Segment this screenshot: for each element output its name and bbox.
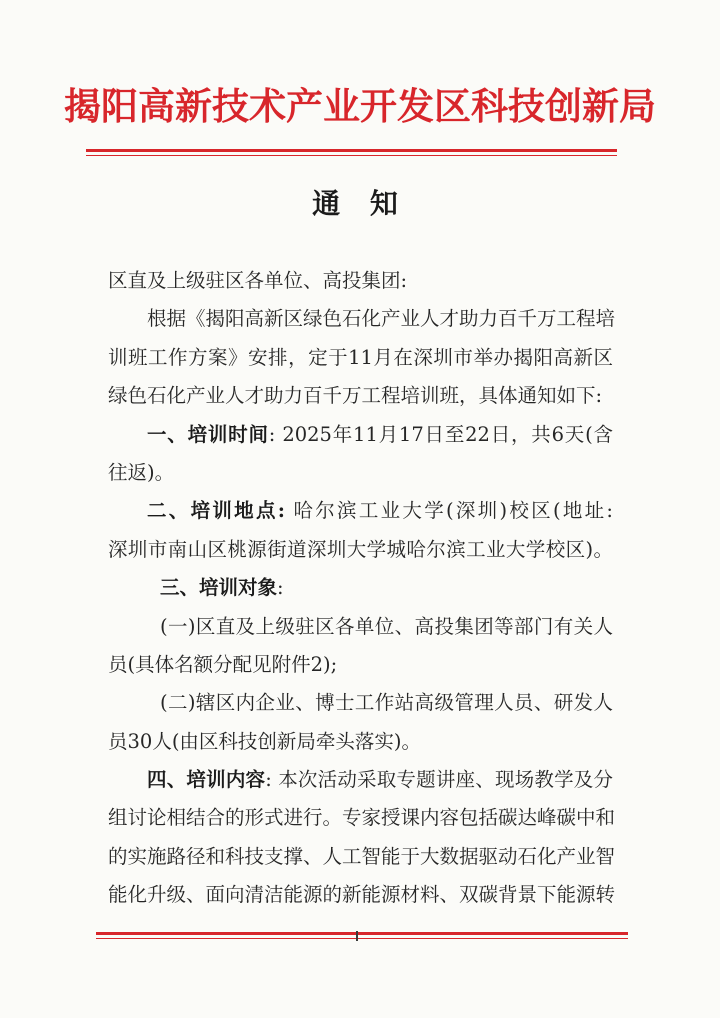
- target-item-1-line-2: 员(具体名额分配见附件2);: [108, 652, 338, 676]
- section-content-heading: 四、培训内容: [147, 768, 266, 792]
- section-content-line-1: [108, 761, 613, 799]
- letterhead-rule: [86, 149, 617, 159]
- section-content-line-3: 的实施路径和科技支撑、人工智能于大数据驱动石化产业智: [108, 844, 616, 868]
- section-target-heading: 三、培训对象: [160, 576, 278, 600]
- letterhead-rule-thin: [86, 155, 617, 156]
- section-content-line-4: 能化升级、面向清洁能源的新能源材料、双碳背景下能源转: [108, 883, 616, 907]
- section-time-text: : 2025年11月17日至22日，共6天(含: [268, 422, 613, 446]
- notice-body: [108, 262, 616, 915]
- section-target-colon: :: [277, 576, 284, 600]
- section-time-line-2: 往返)。: [108, 460, 175, 484]
- section-target-line: [108, 569, 613, 607]
- letterhead-rule-thick: [86, 149, 617, 152]
- intro-line-2: 训班工作方案》安排，定于11月在深圳市举办揭阳高新区: [108, 345, 613, 369]
- page-mark: [356, 931, 358, 941]
- salutation: 区直及上级驻区各单位、高投集团:: [108, 269, 408, 292]
- notice-title: 通 知: [312, 187, 408, 220]
- section-content-line-2: 组讨论相结合的形式进行。专家授课内容包括碳达峰碳中和: [108, 806, 616, 830]
- target-item-2-line-2: 员30人(由区科技创新局牵头落实)。: [108, 729, 422, 753]
- intro-line-1: 根据《揭阳高新区绿色石化产业人才助力百千万工程培: [147, 307, 616, 331]
- section-time-line-1: [108, 416, 613, 454]
- section-place-line-1: [108, 492, 613, 530]
- footer-rule-thick: [96, 932, 628, 935]
- target-item-2-line-1: (二)辖区内企业、博士工作站高级管理人员、研发人: [160, 691, 613, 715]
- footer-rule-thin: [96, 938, 628, 939]
- section-place-line-2: 深圳市南山区桃源街道深圳大学城哈尔滨工业大学校区)。: [108, 537, 613, 561]
- section-time-heading: 一、培训时间: [147, 422, 269, 446]
- section-place-heading: 二、培训地点:: [147, 499, 285, 523]
- letterhead-title: 揭阳高新技术产业开发区科技创新局: [64, 84, 656, 128]
- section-content-text: : 本次活动采取专题讲座、现场教学及分: [265, 768, 613, 792]
- intro-line-3: 绿色石化产业人才助力百千万工程培训班，具体通知如下:: [108, 384, 603, 408]
- section-place-text: 哈尔滨工业大学(深圳)校区(地址:: [284, 499, 613, 523]
- target-item-1-line-1: (一)区直及上级驻区各单位、高投集团等部门有关人: [160, 614, 613, 638]
- footer-rule: [96, 932, 628, 942]
